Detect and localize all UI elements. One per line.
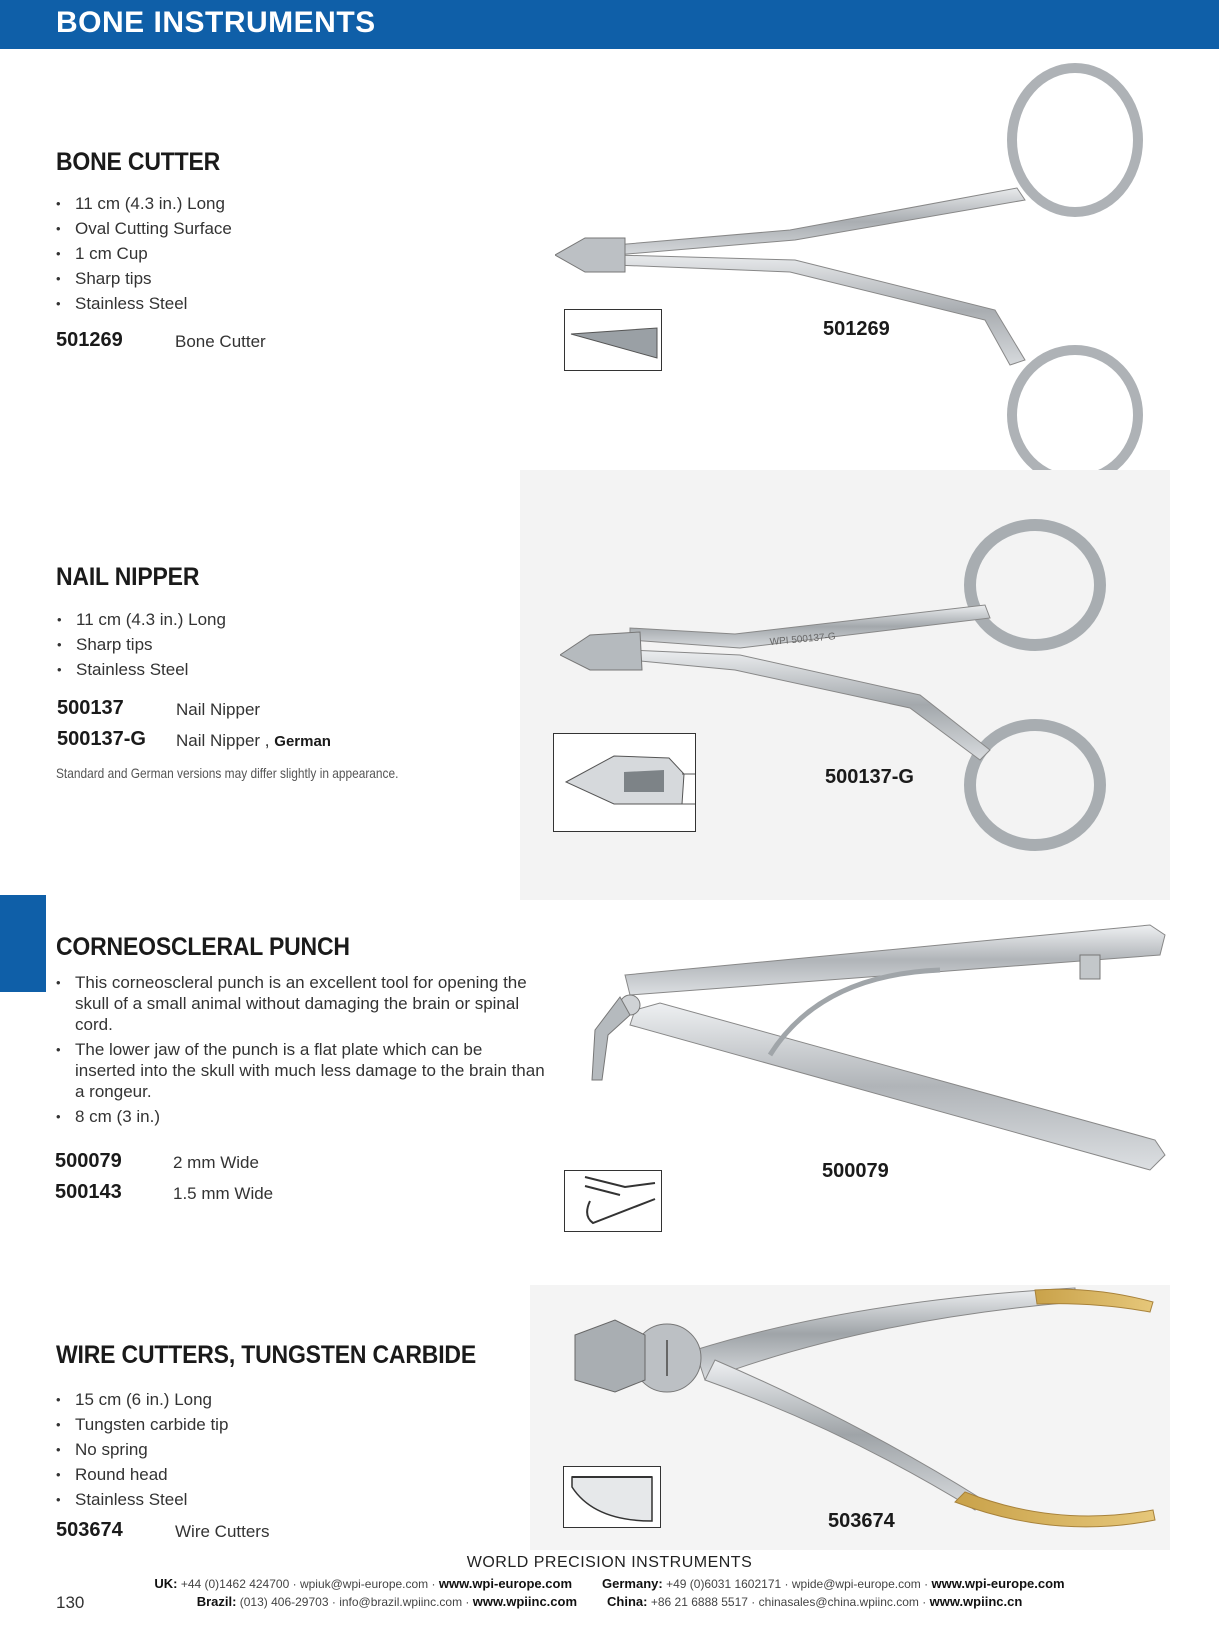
section-side-tab — [0, 895, 46, 992]
uk-web-link[interactable]: www.wpi-europe.com — [438, 1576, 573, 1591]
separator: · — [751, 1595, 756, 1609]
tip-detail-drawing — [565, 1171, 661, 1231]
engraving-text: WPI 500137-G — [769, 631, 837, 648]
china-email-link[interactable]: chinasales@china.wpiinc.com — [758, 1595, 919, 1609]
nail-nipper-features — [57, 607, 497, 682]
bone-cutter-photo — [555, 60, 1175, 490]
product-code: 500137-G — [57, 728, 146, 750]
brazil-label: Brazil: — [196, 1594, 237, 1609]
germany-label: Germany: — [602, 1576, 663, 1591]
bone-cutter-section — [56, 148, 234, 177]
product-description: Nail Nipper — [176, 700, 261, 719]
uk-email-link[interactable]: wpiuk@wpi-europe.com — [299, 1577, 429, 1591]
feature-item: • 11 cm (4.3 in.) Long — [57, 607, 497, 632]
brazil-email-link[interactable]: info@brazil.wpiinc.com — [339, 1595, 463, 1609]
page-title: BONE INSTRUMENTS — [56, 6, 376, 39]
product-code: 501269 — [56, 329, 123, 351]
uk-label: UK: — [154, 1576, 178, 1591]
feature-item: • Sharp tips — [57, 632, 497, 657]
feature-item: • No spring — [56, 1437, 496, 1462]
wire-cutters-section — [56, 1341, 513, 1370]
tip-detail-drawing — [564, 1467, 660, 1527]
feature-item: • 11 cm (4.3 in.) Long — [56, 191, 496, 216]
feature-item: • Tungsten carbide tip — [56, 1412, 496, 1437]
product-variant: German — [274, 733, 331, 750]
wire-cutters-features — [56, 1387, 496, 1512]
tip-detail-inset — [553, 733, 696, 832]
china-phone: +86 21 6888 5517 — [650, 1595, 748, 1609]
china-label: China: — [607, 1594, 648, 1609]
page-number: 130 — [56, 1593, 85, 1612]
separator: · — [431, 1577, 436, 1591]
product-description: Bone Cutter — [175, 332, 266, 351]
corneoscleral-punch-features — [56, 972, 546, 1127]
product-description: 2 mm Wide — [173, 1153, 259, 1172]
product-code: 500079 — [55, 1150, 122, 1172]
corneoscleral-punch-section — [56, 933, 375, 962]
footer-contacts-row-1 — [0, 1576, 1219, 1591]
tip-detail-inset — [563, 1466, 661, 1528]
product-description — [176, 731, 331, 751]
germany-phone: +49 (0)6031 1602171 — [666, 1577, 782, 1591]
feature-item: • Round head — [56, 1462, 496, 1487]
product-description: Wire Cutters — [175, 1522, 270, 1541]
germany-email-link[interactable]: wpide@wpi-europe.com — [791, 1577, 921, 1591]
separator: · — [292, 1577, 297, 1591]
feature-item: • Stainless Steel — [56, 1487, 496, 1512]
product-code: 500143 — [55, 1181, 122, 1203]
nail-nipper-section — [56, 563, 212, 592]
image-label: 500079 — [822, 1160, 889, 1182]
product-code: 500137 — [57, 697, 124, 719]
image-label: 501269 — [823, 318, 890, 340]
section-title: BONE CUTTER — [56, 148, 221, 176]
image-label: 503674 — [828, 1510, 895, 1532]
feature-item: • 15 cm (6 in.) Long — [56, 1387, 496, 1412]
separator: · — [924, 1577, 929, 1591]
separator: · — [331, 1595, 336, 1609]
product-code: 503674 — [56, 1519, 123, 1541]
brazil-phone: (013) 406-29703 — [239, 1595, 329, 1609]
brazil-web-link[interactable]: www.wpiinc.com — [472, 1594, 578, 1609]
section-title: NAIL NIPPER — [56, 563, 200, 591]
germany-web-link[interactable]: www.wpi-europe.com — [931, 1576, 1065, 1591]
product-description: 1.5 mm Wide — [173, 1184, 274, 1203]
tip-detail-inset — [564, 309, 662, 371]
bone-cutter-features — [56, 191, 496, 316]
uk-phone: +44 (0)1462 424700 — [180, 1577, 290, 1591]
section-title: CORNEOSCLERAL PUNCH — [56, 933, 350, 961]
separator: · — [922, 1595, 927, 1609]
version-note: Standard and German versions may differ slightly in appearance. — [56, 765, 399, 781]
separator: · — [784, 1577, 789, 1591]
feature-item: • Stainless Steel — [57, 657, 497, 682]
tip-detail-inset — [564, 1170, 662, 1232]
feature-item: • 1 cm Cup — [56, 241, 496, 266]
image-label: 500137-G — [825, 766, 914, 788]
feature-item: • This corneoscleral punch is an excellent tool for opening the skull of a small animal without damaging the brain or spinal cord. — [56, 972, 546, 1035]
feature-item: • Oval Cutting Surface — [56, 216, 496, 241]
feature-item: • Stainless Steel — [56, 291, 496, 316]
product-description-text: Nail Nipper , — [176, 731, 270, 750]
separator: · — [465, 1595, 470, 1609]
china-web-link[interactable]: www.wpiinc.cn — [929, 1594, 1023, 1609]
feature-item: • Sharp tips — [56, 266, 496, 291]
feature-item: • 8 cm (3 in.) — [56, 1106, 546, 1127]
feature-item: • The lower jaw of the punch is a flat plate which can be inserted into the skull with much less damage to the brain than a rongeur. — [56, 1039, 546, 1102]
tip-detail-drawing — [565, 310, 661, 370]
tip-detail-drawing — [554, 734, 695, 831]
footer-company: WORLD PRECISION INSTRUMENTS — [466, 1554, 753, 1571]
footer-contacts-row-2 — [0, 1594, 1219, 1609]
section-title: WIRE CUTTERS, TUNGSTEN CARBIDE — [56, 1341, 476, 1369]
